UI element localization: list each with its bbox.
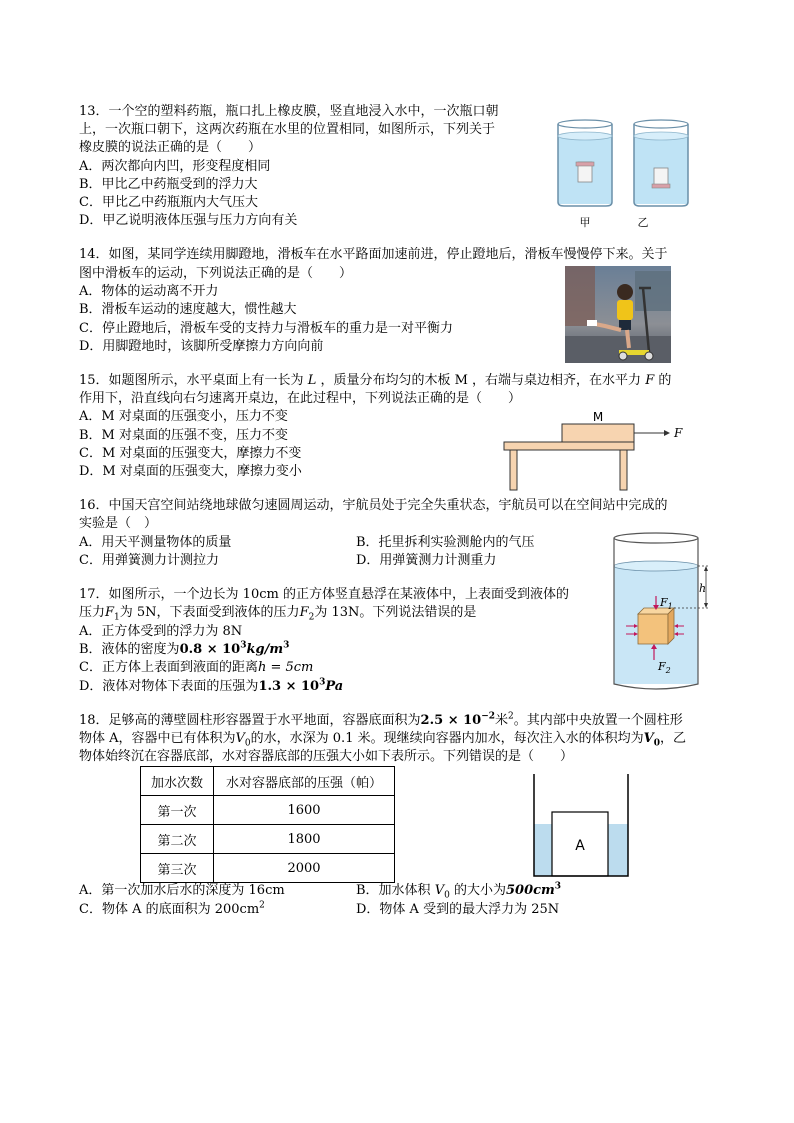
label-m: M [592,410,604,424]
label-a: A [575,838,585,854]
q16-line1: 16．中国天宫空间站绕地球做匀速圆周运动，宇航员处于完全失重状态，宇航员可以在空间站中完成的 [79,498,668,513]
q15-option-c: C．M 对桌面的压强变大，摩擦力不变 [79,446,302,461]
q14-option-b: B．滑板车运动的速度越大，惯性越大 [79,302,297,317]
label-jia: 甲 [579,216,591,229]
q13-line1: 13．一个空的塑料药瓶，瓶口扎上橡皮膜，竖直地浸入水中，一次瓶口朝 [79,104,499,119]
q16-option-d: D．用弹簧测力计测重力 [356,553,497,568]
table-row [141,854,395,883]
q17-line2: 压力$F_1$为 5N，下表面受到液体的压力$F_2$为 13N。下列说法错误的是 [79,605,477,623]
q18-line2: 物体 A，容器中已有体积为$V_0$的水，水深为 0.1 米。现继续向容器内加水，每次注入水的体积均为$V_0$，乙 [79,731,686,749]
q16-line2: 实验是（ ） [79,516,158,531]
label-yi: 乙 [637,216,649,229]
q14-option-d: D．用脚蹬地时，该脚所受摩擦力方向向前 [79,339,324,354]
q16-option-a: A．用天平测量物体的质量 [79,535,232,550]
table-header-row [141,767,395,796]
table-row [141,825,395,854]
desk-top [504,442,634,450]
q17-option-b: B．液体的密度为$0.8 \times 10^3kg/m^3$ [79,640,290,657]
table-header: 加水次数 [141,767,214,796]
q15-line2: 作用下，沿直线向右匀速离开桌边，在此过程中，下列说法正确的是（ ） [79,391,522,406]
q13-line2: 上，一次瓶口朝下，这两次药瓶在水里的位置相同，如图所示，下列关于 [79,122,496,137]
table-header: 水对容器底部的压强（帕） [214,767,395,796]
q13-beakers-figure [552,118,702,230]
q16-option-c: C．用弹簧测力计测拉力 [79,553,219,568]
q13-option-a: A．两次都向内凹，形变程度相同 [79,159,271,174]
table-cell: 2000 [214,854,395,883]
table-cell: 第一次 [141,796,214,825]
q14-option-c: C．停止蹬地后，滑板车受的支持力与滑板车的重力是一对平衡力 [79,321,453,336]
q18-pressure-table [140,766,395,883]
label-f1: $F_1$ [660,596,673,611]
label-f: F [674,426,683,440]
q18-option-b: B．加水体积 $V_0$ 的大小为$500cm^3$ [356,881,562,901]
q13-option-c: C．甲比乙中药瓶瓶内大气压大 [79,195,258,210]
label-f2: $F_2$ [658,660,671,675]
q17-cylinder-figure [606,530,716,696]
q14-line1: 14．如图，某同学连续用脚蹬地，滑板车在水平路面加速前进，停止蹬地后，滑板车慢慢停下来。关于 [79,247,668,262]
q15-option-a: A．M 对桌面的压强变小，压力不变 [79,409,288,424]
q18-option-a: A．第一次加水后水的深度为 16cm [79,883,285,898]
q18-line3: 物体始终沉在容器底部，水对容器底部的压强大小如下表所示。下列错误的是（ ） [79,749,574,764]
table-cell: 1600 [214,796,395,825]
q15-table-board-figure [500,408,690,492]
q15-option-d: D．M 对桌面的压强变大，摩擦力变小 [79,464,302,479]
q14-scooter-photo [565,266,671,363]
q17-option-a: A．正方体受到的浮力为 8N [79,624,243,639]
q13-line3: 橡皮膜的说法正确的是（ ） [79,140,262,155]
q17-option-d: D．液体对物体下表面的压强为$1.3 \times 10^3Pa$ [79,677,344,694]
table-cell: 第二次 [141,825,214,854]
beaker-yi [634,120,688,206]
q16-option-b: B．托里拆利实验测舱内的气压 [356,535,535,550]
board-m [562,424,634,442]
q18-option-d: D．物体 A 受到的最大浮力为 25N [356,902,560,917]
q18-option-c: C．物体 A 的底面积为 $200cm^2$ [79,900,265,917]
q18-container-figure [531,772,631,878]
label-h: h [699,582,707,595]
table-cell: 1800 [214,825,395,854]
q17-option-c: C．正方体上表面到液面的距离h = 5cm [79,660,314,675]
q13-option-d: D．甲乙说明液体压强与压力方向有关 [79,213,298,228]
q17-line1: 17．如图所示，一个边长为 10cm 的正方体竖直悬浮在某液体中，上表面受到液体的 [79,587,569,602]
table-cell: 第三次 [141,854,214,883]
q15-option-b: B．M 对桌面的压强不变，压力不变 [79,428,288,443]
table-row [141,796,395,825]
q14-line2: 图中滑板车的运动，下列说法正确的是（ ） [79,266,353,281]
beaker-jia [558,120,612,206]
q18-line1: 18．足够高的薄壁圆柱形容器置于水平地面，容器底面积为$2.5 \times 10^{-2}$米$^2$。其内部中央放置一个圆柱形 [79,711,683,728]
q15-line1: 15．如题图所示，水平桌面上有一长为 L ，质量分布均匀的木板 M ，右端与桌边相齐，在水平力 F 的 [79,373,672,388]
q14-option-a: A．物体的运动离不开力 [79,284,219,299]
q13-option-b: B．甲比乙中药瓶受到的浮力大 [79,177,258,192]
